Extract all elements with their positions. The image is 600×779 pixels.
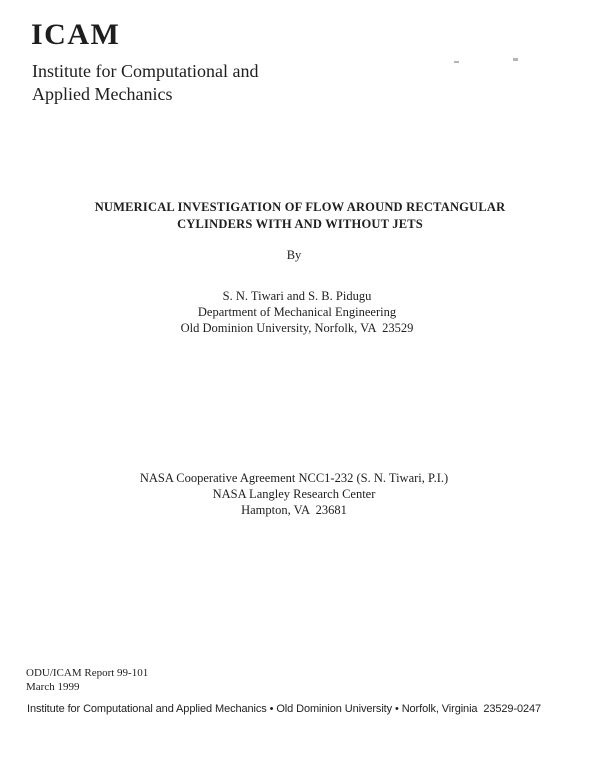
nasa-center-line: NASA Langley Research Center <box>212 487 376 501</box>
institute-name-line1: Institute for Computational and <box>32 61 259 81</box>
author-names: S. N. Tiwari and S. B. Pidugu <box>222 289 372 303</box>
scan-artifact <box>454 61 459 63</box>
nasa-location-line: Hampton, VA 23681 <box>241 503 347 517</box>
icam-logotype: ICAM <box>31 18 121 51</box>
report-title-line2: CYLINDERS WITH AND WITHOUT JETS <box>177 217 423 231</box>
byline: By <box>286 248 302 262</box>
report-date: March 1999 <box>26 681 80 693</box>
report-title-line1: NUMERICAL INVESTIGATION OF FLOW AROUND RECTANGULAR <box>94 200 506 214</box>
author-block <box>0 288 594 336</box>
scan-artifact <box>513 58 518 61</box>
report-meta <box>26 666 148 694</box>
cooperative-agreement-line: NASA Cooperative Agreement NCC1-232 (S. N. Tiwari, P.I.) <box>139 471 449 485</box>
footer-text: Institute for Computational and Applied Mechanics • Old Dominion University • Norfolk, Virginia 23529-0247 <box>27 703 542 715</box>
author-department: Department of Mechanical Engineering <box>197 305 397 319</box>
institute-name <box>32 60 258 106</box>
report-title <box>0 199 600 233</box>
sponsor-block <box>0 470 588 518</box>
institute-name-line2: Applied Mechanics <box>32 84 173 104</box>
author-university: Old Dominion University, Norfolk, VA 23529 <box>180 321 414 335</box>
report-number: ODU/ICAM Report 99-101 <box>26 667 149 679</box>
